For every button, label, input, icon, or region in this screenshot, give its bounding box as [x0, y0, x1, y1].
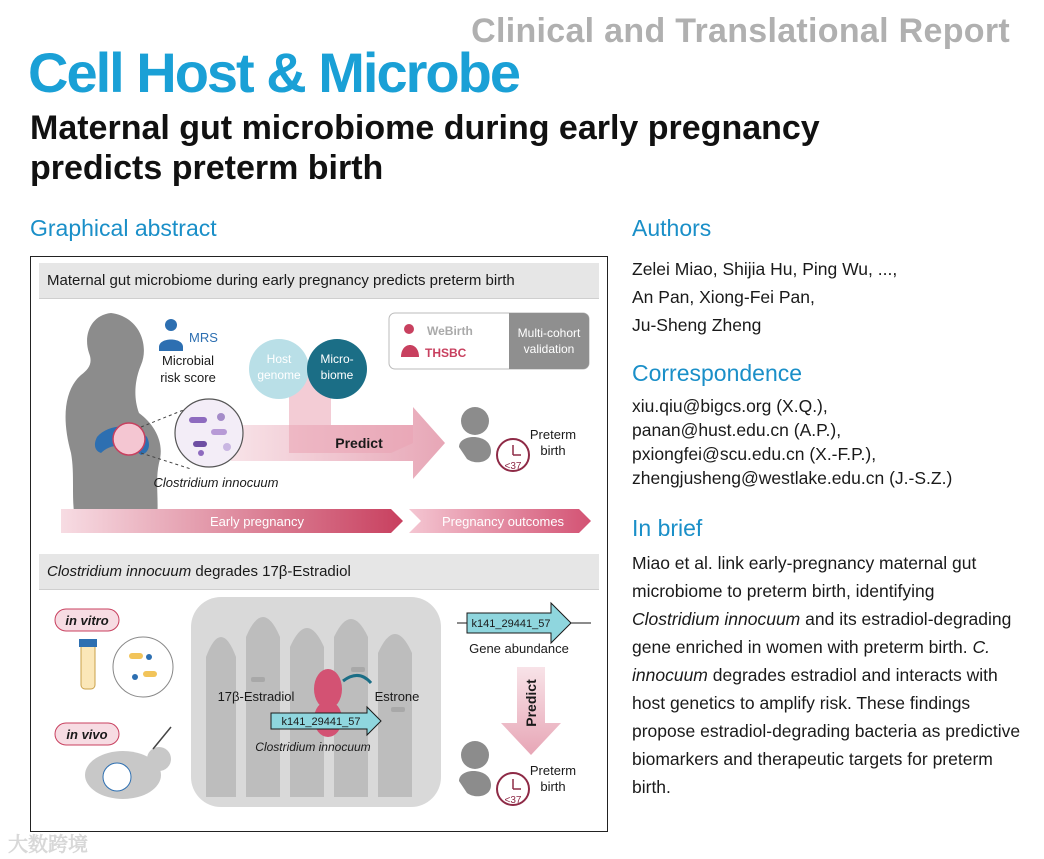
graphical-abstract-illustration [31, 257, 607, 831]
title-line-2: predicts preterm birth [30, 149, 384, 187]
pregnancy-outcomes-label: Pregnancy outcomes [441, 514, 565, 529]
graphical-abstract [30, 256, 608, 832]
validation-line1: Multi-cohort [517, 326, 581, 340]
cohort-webirth: WeBirth [427, 324, 473, 338]
report-type: Clinical and Translational Report [471, 12, 1010, 50]
microbiome-line2: biome [320, 368, 354, 382]
cohort-thsbc: THSBC [425, 346, 467, 360]
title-line-1: Maternal gut microbiome during early pregnancy [30, 109, 820, 147]
email-link[interactable]: pxiongfei@scu.edu.cn (X.-F.P.), [632, 444, 877, 464]
gene-label-1: k141_29441_57 [281, 716, 361, 728]
gene-abundance-label: Gene abundance [469, 641, 569, 656]
email-link[interactable]: xiu.qiu@bigcs.org (X.Q.), [632, 396, 828, 416]
mrs-caption-line2: risk score [160, 370, 216, 385]
journal-logo: Cell Host & Microbe [28, 41, 519, 104]
gene-label-2: k141_29441_57 [471, 618, 551, 630]
brief-text-3: degrades estradiol and interacts with host genetics to amplify risk. These findings propose estradiol-degrading bacteria as predictive biomarkers and therapeutic targets for preterm birth. [632, 665, 1021, 797]
watermark: 大数跨境 [8, 834, 88, 856]
culture-dish-icon [113, 637, 173, 697]
gut-bacteria-circle [175, 399, 243, 467]
article-title [30, 108, 1020, 188]
test-tube-icon [79, 639, 97, 689]
in-brief-heading: In brief [632, 515, 703, 541]
correspondence-heading: Correspondence [632, 360, 803, 386]
authors-line-3: Ju-Sheng Zheng [632, 315, 762, 335]
email-link[interactable]: zhengjusheng@westlake.edu.cn (J.-S.Z.) [632, 468, 953, 488]
authors-list [632, 255, 1032, 339]
outcome1-line1: Preterm [529, 427, 577, 442]
outcome2-line1: Preterm [529, 763, 577, 778]
in-vivo-label: in vivo [66, 727, 108, 742]
estrone-label: Estrone [374, 689, 420, 704]
microbiome-line1: Micro- [320, 352, 354, 366]
mrs-caption-line1: Microbial [161, 353, 215, 368]
email-link[interactable]: panan@hust.edu.cn (A.P.), [632, 420, 842, 440]
in-brief-text [632, 549, 1022, 801]
host-genome-line1: Host [266, 352, 292, 366]
weeks-label-1: <37 [504, 461, 522, 472]
predict-label-1: Predict [335, 435, 383, 451]
brief-italic-1: Clostridium innocuum [632, 609, 801, 629]
brief-text-1: Miao et al. link early-pregnancy maternal gut microbiome to preterm birth, identifying [632, 553, 977, 601]
in-vitro-label: in vitro [65, 613, 109, 628]
outcome1-line2: birth [540, 443, 566, 458]
authors-heading: Authors [632, 215, 712, 241]
bacterium-label-1: Clostridium innocuum [153, 475, 279, 490]
panel1-title: Maternal gut microbiome during early pregnancy predicts preterm birth [39, 263, 599, 299]
predict-label-2: Predict [523, 679, 539, 727]
outcome2-line2: birth [540, 779, 566, 794]
mrs-label: MRS [189, 330, 218, 345]
bacterium-label-2: Clostridium innocuum [255, 740, 371, 754]
authors-line-2: An Pan, Xiong-Fei Pan, [632, 287, 815, 307]
panel2-title-rest: degrades 17β-Estradiol [191, 563, 351, 580]
baby-icon-1 [459, 407, 491, 462]
correspondence-list [632, 394, 1032, 490]
brief-italic-2: C. innocuum [632, 637, 990, 685]
baby-icon-2 [459, 741, 491, 796]
host-genome-line2: genome [257, 368, 301, 382]
cohort-badge [389, 313, 589, 369]
pregnant-woman-icon [66, 313, 161, 519]
graphical-abstract-heading: Graphical abstract [30, 215, 217, 241]
early-pregnancy-label: Early pregnancy [210, 514, 304, 529]
panel2-title-bacterium: Clostridium innocuum [47, 563, 192, 580]
authors-line-1: Zelei Miao, Shijia Hu, Ping Wu, ..., [632, 259, 898, 279]
validation-line2: validation [523, 342, 575, 356]
estradiol-label: 17β-Estradiol [217, 689, 295, 704]
weeks-label-2: <37 [504, 795, 522, 806]
mrs-icon [159, 319, 183, 351]
brief-text-2: and its estradiol-degrading gene enriched in women with preterm birth. [632, 609, 1012, 657]
